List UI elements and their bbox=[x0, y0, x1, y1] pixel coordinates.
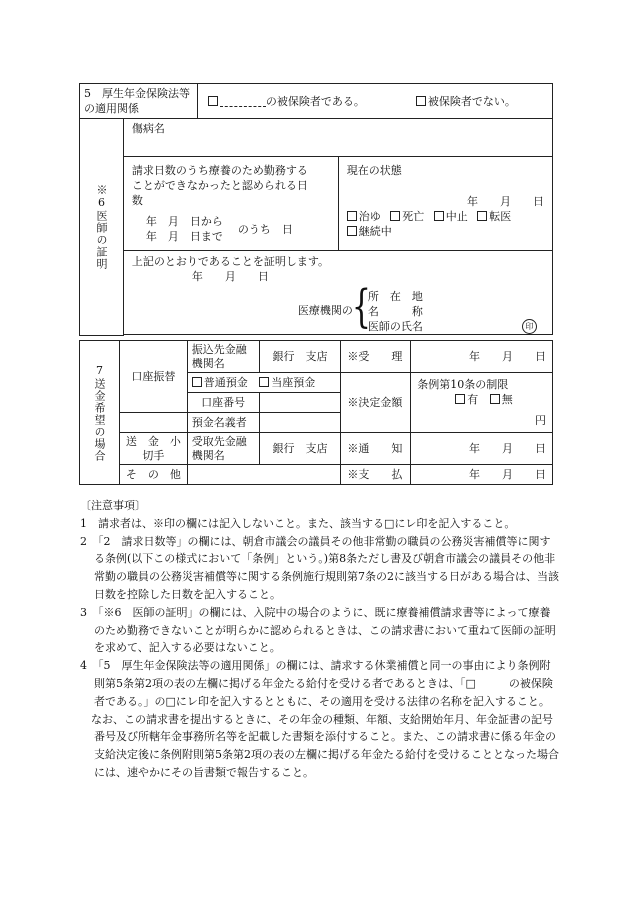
decided-amount-cell[interactable] bbox=[411, 373, 553, 433]
days-unable-label: 請求日数のうち療養のため勤務することができなかったと認められる日数 bbox=[131, 164, 308, 207]
receipt-label bbox=[341, 341, 411, 373]
yen-label: 円 bbox=[535, 414, 546, 427]
holder-blank bbox=[119, 413, 187, 433]
insured-checkbox[interactable] bbox=[208, 96, 218, 106]
status-date: 年 月 日 bbox=[467, 195, 544, 208]
account-number-label bbox=[187, 393, 259, 413]
notice-label bbox=[341, 433, 411, 465]
bank-branch-cell[interactable] bbox=[259, 341, 341, 373]
seal-icon: 印 bbox=[522, 319, 537, 334]
status-checkbox[interactable] bbox=[434, 211, 444, 221]
status-option: 中止 bbox=[445, 210, 468, 223]
certification-cell bbox=[123, 251, 552, 335]
receiving-branch-cell[interactable] bbox=[259, 433, 341, 465]
spacer bbox=[123, 335, 552, 336]
status-checkbox[interactable] bbox=[347, 226, 357, 236]
status-option: 治ゆ bbox=[358, 210, 381, 223]
note-item: なお、この請求書を提出するときに、その年金の種類、年額、支給開始年月、年金証書の記号番号及び所轄年金事務所名等を記載した書類を添付すること。また、この請求書に係る年金の支給決定後に条例附則第5条第2項の表の左欄に掲げる年金たる給付を受けることとなった場合には、速やかにその旨書類で報告すること。 bbox=[80, 712, 559, 779]
limit-label: 条例第10条の制限 bbox=[417, 378, 509, 391]
limit-yes-label: 有 bbox=[467, 393, 479, 406]
receipt-date-text: 年 月 日 bbox=[469, 350, 546, 363]
current-deposit-checkbox[interactable] bbox=[259, 377, 269, 387]
disease-name-label: 傷病名 bbox=[131, 122, 165, 135]
bank-name-label bbox=[187, 341, 259, 373]
note-item: 2 「2 請求日数等」の欄には、朝倉市議会の議員その他非常勤の職員の公務災害補償等に関する条例(以下この様式において「条例」という。)第8条ただし書及び朝倉市議会の議員その他非常勤の職員の公務災害補償等に関する条例施行規則第7条の2に該当する日がある場合は、当該日数を控除した日数を記入すること。 bbox=[80, 534, 559, 601]
account-holder-text: 預金名義者 bbox=[191, 416, 247, 429]
disease-name-cell[interactable] bbox=[123, 119, 552, 157]
receipt-date[interactable] bbox=[411, 341, 553, 373]
physician-cert-text: ※6医師の証明 bbox=[94, 183, 108, 270]
payment-date[interactable] bbox=[411, 465, 553, 485]
current-deposit-label: 当座預金 bbox=[271, 376, 316, 389]
status-option: 継続中 bbox=[358, 225, 392, 238]
other-input[interactable] bbox=[187, 465, 341, 485]
not-insured-checkbox[interactable] bbox=[416, 96, 426, 106]
inst-address-label: 所 在 地 bbox=[367, 290, 423, 303]
status-option: 転医 bbox=[489, 210, 512, 223]
other-text: そ の 他 bbox=[125, 468, 181, 481]
account-holder-label bbox=[187, 413, 259, 433]
limit-options bbox=[417, 392, 546, 407]
limit-no-checkbox[interactable] bbox=[490, 394, 500, 404]
bank-name-text: 振込先金融機関名 bbox=[191, 342, 247, 370]
note-item: 4 「5 厚生年金保険法等の適用関係」の欄には、請求する休業補償と同一の事由により条例附則第5条第2項の表の左欄に掲げる年金たる給付を受ける者であるときは、「□ の被保険者である。」の□にレ印を記入するとともに、その適用を受ける法律の名称を記入すること。 bbox=[80, 659, 553, 708]
ordinary-deposit-label: 普通預金 bbox=[203, 376, 248, 389]
note-item: 1 請求者は、※印の欄には記入しないこと。また、該当する□にレ印を記入すること。 bbox=[80, 516, 516, 530]
remittance-label bbox=[80, 341, 120, 485]
decided-amount-label bbox=[341, 373, 411, 433]
pension-law-label bbox=[80, 84, 198, 119]
notes-section bbox=[80, 497, 560, 782]
account-transfer-label bbox=[119, 341, 187, 413]
notes-heading: 〔注意事項〕 bbox=[80, 499, 146, 512]
ordinary-deposit-checkbox[interactable] bbox=[192, 377, 202, 387]
note-item: 3 「※6 医師の証明」の欄には、入院中の場合のように、既に療養補償請求書等によって療養のため勤務できないことが明らかに認められるときは、この請求書において重ねて医師の証明を求めて、記入する必要はないこと。 bbox=[80, 605, 556, 655]
receiving-bank-text: 受取先金融機関名 bbox=[191, 434, 247, 462]
physician-cert-label bbox=[80, 119, 124, 336]
remittance-text: 7送金希望の場合 bbox=[92, 363, 106, 462]
status-checkbox[interactable] bbox=[390, 211, 400, 221]
within-days-label: のうち 日 bbox=[237, 223, 293, 236]
insured-suffix: の被保険者である。 bbox=[265, 94, 365, 108]
date-to-label: 年 月 日まで bbox=[145, 230, 223, 243]
inst-name-label: 名 称 bbox=[367, 305, 423, 318]
status-options-row1 bbox=[347, 209, 544, 224]
payment-text: ※支 払 bbox=[347, 468, 403, 481]
remittance-table bbox=[79, 340, 553, 485]
status-option: 死亡 bbox=[402, 210, 425, 223]
medical-inst-label: 医療機関の bbox=[297, 304, 353, 317]
notice-date-text: 年 月 日 bbox=[469, 442, 546, 455]
brace-icon: { bbox=[351, 281, 371, 334]
status-checkbox[interactable] bbox=[477, 211, 487, 221]
remittance-check-text: 送 金 小切手 bbox=[125, 434, 181, 462]
account-type-cell bbox=[187, 373, 341, 393]
certify-date: 年 月 日 bbox=[191, 270, 269, 283]
bank-branch-text: 銀行 支店 bbox=[272, 350, 328, 363]
receiving-branch-text: 銀行 支店 bbox=[272, 442, 328, 455]
medical-institution-block bbox=[297, 281, 548, 334]
remittance-check-label bbox=[119, 433, 187, 465]
certify-text: 上記のとおりであることを証明します。 bbox=[131, 255, 329, 268]
account-holder-input[interactable] bbox=[259, 413, 341, 433]
limit-no-label: 無 bbox=[501, 393, 513, 406]
pension-law-options bbox=[197, 84, 552, 119]
not-insured-text: 被保険者でない。 bbox=[427, 94, 516, 108]
account-number-text: 口座番号 bbox=[201, 396, 246, 409]
status-checkbox[interactable] bbox=[347, 211, 357, 221]
decided-amount-text: ※決定金額 bbox=[347, 396, 403, 409]
limit-yes-checkbox[interactable] bbox=[455, 394, 465, 404]
other-label bbox=[119, 465, 187, 485]
pension-law-text: 5 厚生年金保険法等の適用関係 bbox=[84, 87, 190, 115]
payment-label bbox=[341, 465, 411, 485]
law-name-blank[interactable] bbox=[220, 97, 266, 107]
current-status-label: 現在の状態 bbox=[346, 164, 402, 177]
status-options-row2 bbox=[347, 224, 544, 239]
pension-physician-table bbox=[79, 83, 553, 336]
receipt-text: ※受 理 bbox=[347, 350, 403, 363]
doctor-name-label: 医師の氏名 bbox=[367, 320, 423, 333]
account-number-input[interactable] bbox=[259, 393, 341, 413]
current-status-cell[interactable] bbox=[338, 157, 552, 251]
days-unable-cell[interactable] bbox=[123, 157, 338, 251]
receiving-bank-label bbox=[187, 433, 259, 465]
payment-date-text: 年 月 日 bbox=[469, 468, 546, 481]
account-transfer-text: 口座振替 bbox=[131, 370, 176, 383]
notice-text: ※通 知 bbox=[347, 442, 403, 455]
date-from-label: 年 月 日から bbox=[145, 215, 223, 228]
notice-date[interactable] bbox=[411, 433, 553, 465]
